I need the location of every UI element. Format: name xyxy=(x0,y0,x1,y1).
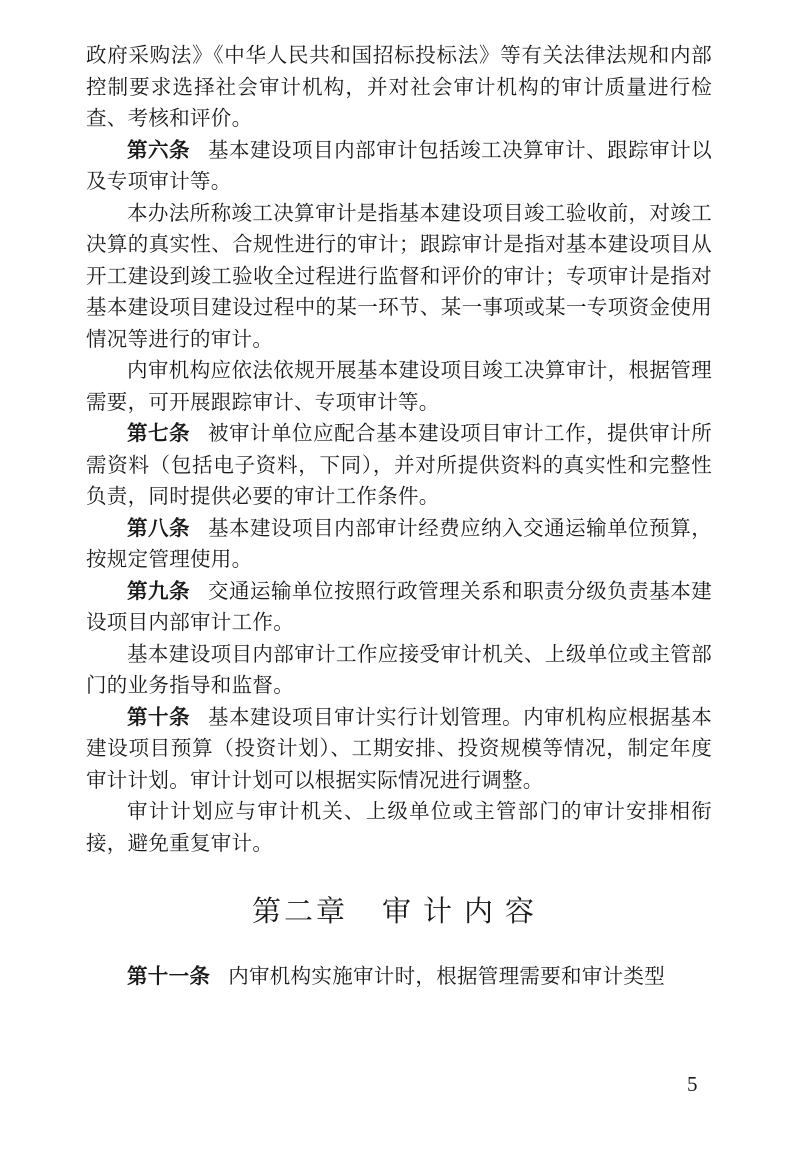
body-text-before-chapter xyxy=(86,40,712,859)
article-number: 第七条 xyxy=(127,421,191,445)
chapter-title: 审计内容 xyxy=(382,894,547,928)
article-number: 第十一条 xyxy=(127,964,211,988)
paragraph-text: 基本建设项目审计实行计划管理。内审机构应根据基本建设项目预算（投资计划）、工期安排、投资规模等情况，制定年度审计计划。审计计划可以根据实际情况进行调整。 xyxy=(86,704,712,792)
article-number: 第九条 xyxy=(127,578,191,603)
paragraph xyxy=(86,796,712,859)
chapter-heading xyxy=(86,891,712,931)
paragraph-text: 政府采购法》《中华人民共和国招标投标法》等有关法律法规和内部控制要求选择社会审计机构，并对社会审计机构的审计质量进行检查、考核和评价。 xyxy=(86,43,712,130)
paragraph-text: 基本建设项目内部审计工作应接受审计机关、上级单位或主管部门的业务指导和监督。 xyxy=(86,641,712,697)
paragraph-text: 基本建设项目内部审计包括竣工决算审计、跟踪审计以及专项审计等。 xyxy=(86,137,712,193)
article-paragraph xyxy=(86,702,712,797)
paragraph-text: 基本建设项目内部审计经费应纳入交通运输单位预算，按规定管理使用。 xyxy=(86,515,712,571)
page-number: 5 xyxy=(687,1072,698,1096)
paragraph-text: 本办法所称竣工决算审计是指基本建设项目竣工验收前，对竣工决算的真实性、合规性进行的审计；跟踪审计是指对基本建设项目从开工建设到竣工验收全过程进行监督和评价的审计；专项审计是指对基本建设项目建设过程中的某一环节、某一事项或某一专项资金使用情况等进行的审计。 xyxy=(86,200,712,351)
article-paragraph xyxy=(86,961,712,993)
paragraph xyxy=(86,40,712,135)
paragraph xyxy=(86,355,712,418)
article-paragraph xyxy=(86,576,712,639)
chapter-number: 第二章 xyxy=(251,894,348,928)
article-number: 第十条 xyxy=(127,704,191,729)
article-paragraph xyxy=(86,135,712,198)
paragraph-text: 内审机构实施审计时，根据管理需要和审计类型 xyxy=(228,964,666,988)
article-paragraph xyxy=(86,513,712,576)
paragraph-text: 内审机构应依法依规开展基本建设项目竣工决算审计，根据管理需要，可开展跟踪审计、专项审计等。 xyxy=(86,358,712,414)
paragraph-text: 交通运输单位按照行政管理关系和职责分级负责基本建设项目内部审计工作。 xyxy=(86,578,712,634)
article-number: 第六条 xyxy=(127,137,191,162)
paragraph-text: 被审计单位应配合基本建设项目审计工作，提供审计所需资料（包括电子资料，下同），并对所提供资料的真实性和完整性负责，同时提供必要的审计工作条件。 xyxy=(86,421,712,508)
article-number: 第八条 xyxy=(127,515,191,540)
document-page xyxy=(86,40,712,993)
paragraph-text: 审计计划应与审计机关、上级单位或主管部门的审计安排相衔接，避免重复审计。 xyxy=(86,799,712,855)
paragraph xyxy=(86,198,712,356)
article-paragraph xyxy=(86,418,712,513)
body-text-after-chapter xyxy=(86,961,712,993)
paragraph xyxy=(86,639,712,702)
